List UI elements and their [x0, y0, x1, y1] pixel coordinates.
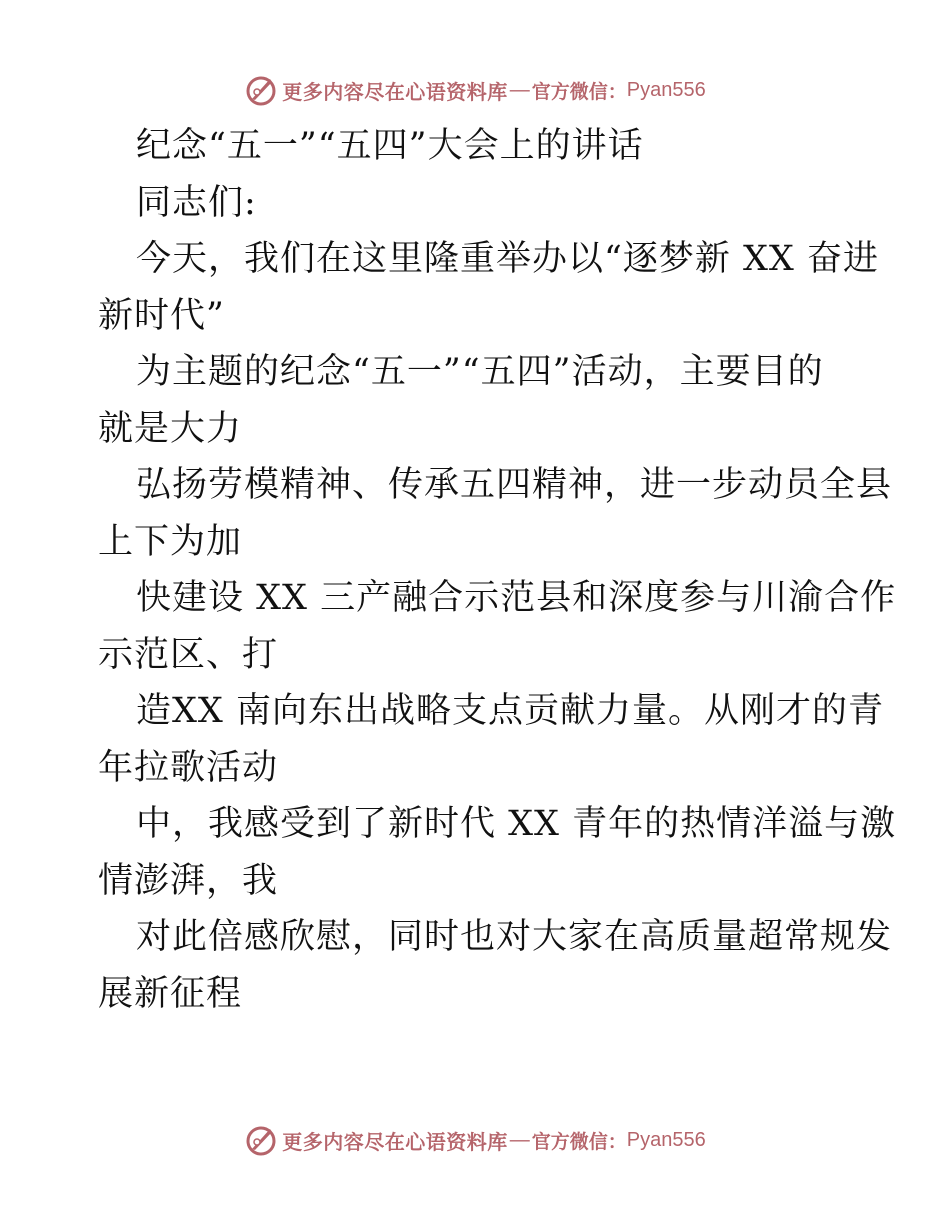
salutation: 同志们: [136, 182, 257, 223]
text-line-8: 上下为加 [98, 521, 243, 562]
watermark-separator: — [509, 1128, 530, 1151]
watermark-id: Pyan556 [626, 78, 706, 101]
text-line-14: 情澎湃，我 [98, 860, 279, 901]
text-line-6: 就是大力 [98, 408, 243, 449]
document-body [98, 118, 897, 1022]
watermark-brand: 更多内容尽在心语资料库 [282, 81, 508, 104]
text-line-4: 新时代” [98, 295, 225, 336]
text-line-7: 弘扬劳模精神、传承五四精神，进一步动员全县 [136, 465, 893, 505]
speech-title: 纪念“五一”“五四”大会上的讲话 [136, 126, 644, 166]
quill-pen-logo-icon [244, 1123, 278, 1157]
text-line-5: 为主题的纪念“五一”“五四”活动，主要目的 [136, 352, 824, 392]
text-line-15: 对此倍感欣慰，同时也对大家在高质量超常规发 [136, 917, 893, 957]
text-line-10: 示范区、打 [98, 634, 279, 675]
watermark-label: 官方微信： [531, 1131, 627, 1153]
footer-watermark [0, 1120, 950, 1160]
quill-pen-logo-icon [244, 73, 278, 107]
text-line-12: 年拉歌活动 [98, 747, 279, 788]
text-line-9: 快建设 XX 三产融合示范县和深度参与川渝合作 [136, 578, 897, 618]
header-watermark [0, 70, 950, 110]
text-line-11: 造XX 南向东出战略支点贡献力量。从刚才的青 [136, 691, 884, 731]
text-line-3: 今天，我们在这里隆重举办以“逐梦新 XX 奋进 [136, 239, 879, 279]
watermark-brand: 更多内容尽在心语资料库 [282, 1131, 508, 1154]
watermark-label: 官方微信： [531, 81, 627, 103]
text-line-16: 展新征程 [98, 973, 243, 1014]
watermark-separator: — [509, 78, 530, 101]
text-line-13: 中，我感受到了新时代 XX 青年的热情洋溢与激 [136, 804, 897, 844]
watermark-id: Pyan556 [626, 1128, 706, 1151]
